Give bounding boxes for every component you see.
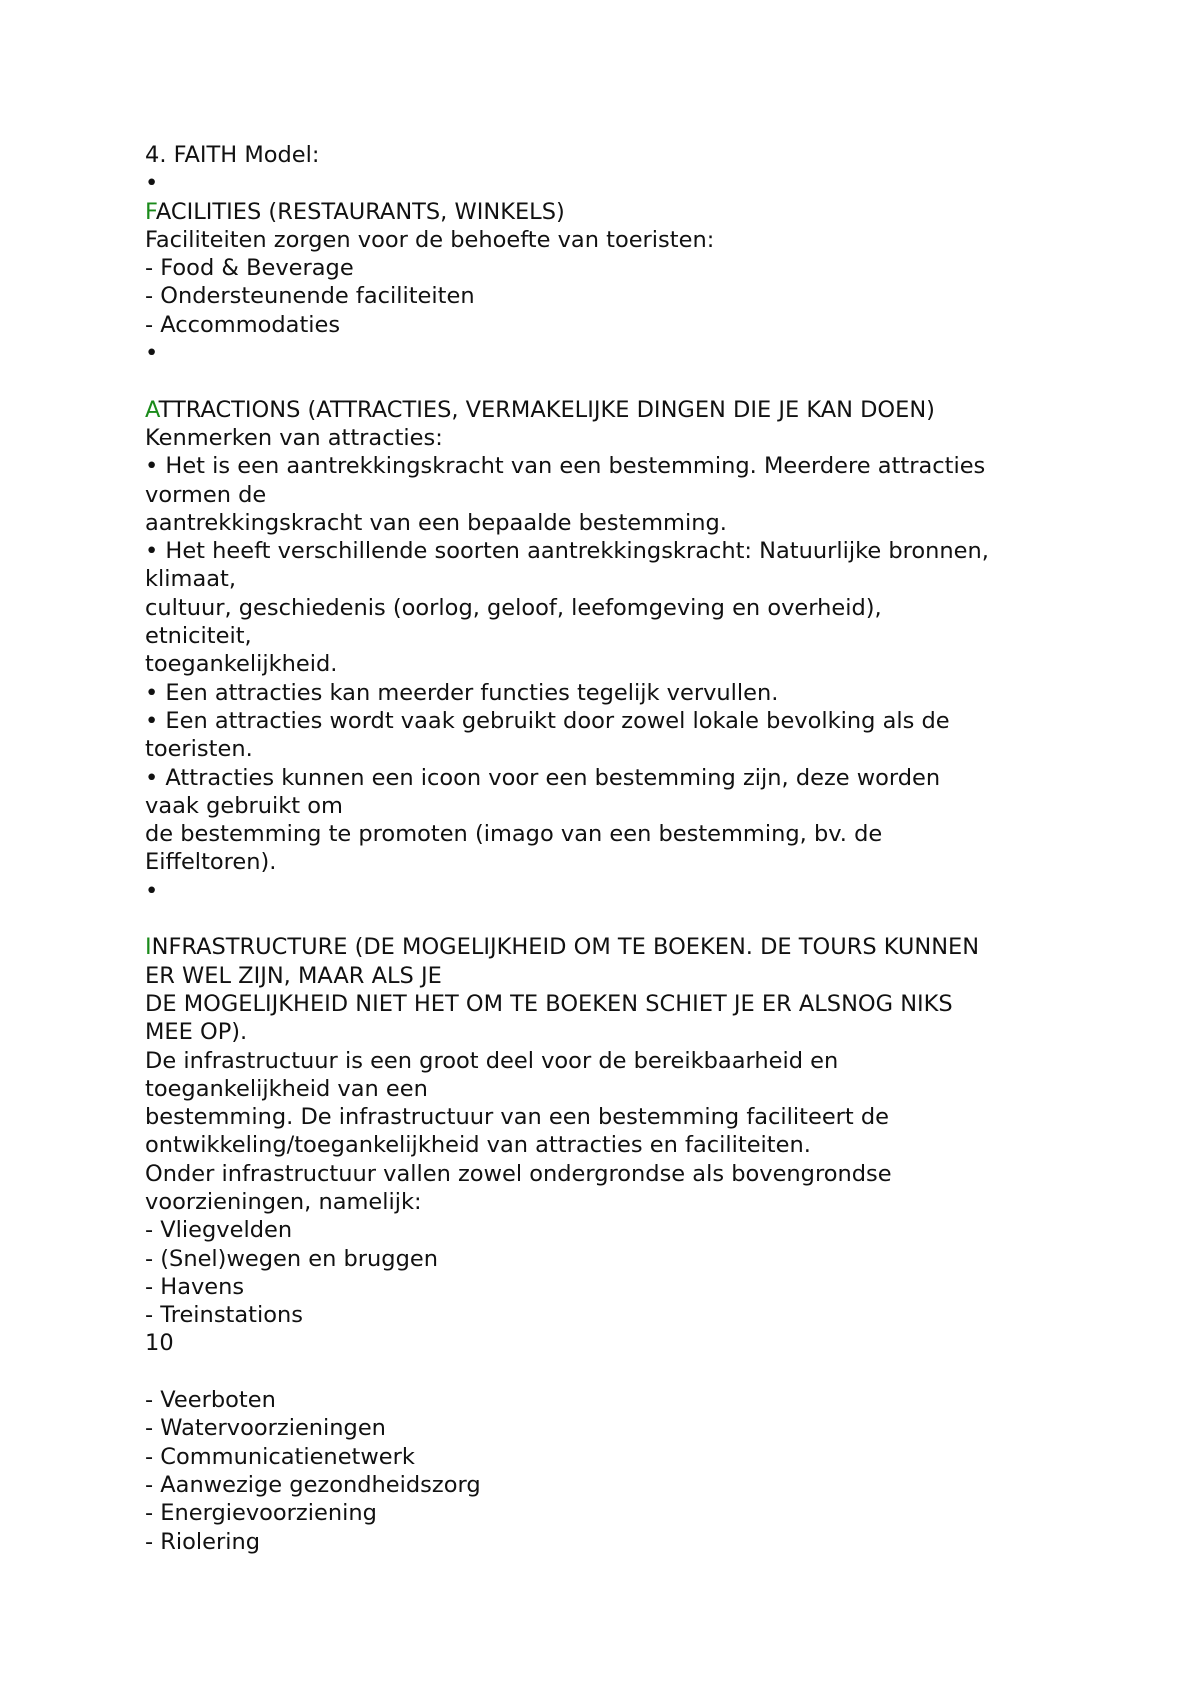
text-line: cultuur, geschiedenis (oorlog, geloof, leefomgeving en overheid), (145, 594, 882, 621)
text-line: aantrekkingskracht van een bepaalde bestemming. (145, 509, 727, 536)
bullet: • (145, 170, 159, 197)
heading-initial-letter: A (145, 396, 159, 423)
text-line: vaak gebruikt om (145, 792, 343, 819)
list-item: - Havens (145, 1273, 245, 1300)
text-line: Kenmerken van attracties: (145, 424, 443, 451)
section-title: 4. FAITH Model: (145, 142, 320, 168)
text-line: DE MOGELIJKHEID NIET HET OM TE BOEKEN SCHIET JE ER ALSNOG NIKS (145, 990, 953, 1017)
text-line: ontwikkeling/toegankelijkheid van attracties en faciliteiten. (145, 1132, 811, 1159)
text-line: voorzieningen, namelijk: (145, 1188, 422, 1215)
text-line: toegankelijkheid. (145, 651, 338, 678)
list-item: - Riolering (145, 1528, 261, 1555)
blank-line (145, 1358, 1085, 1386)
text-line: • Een attracties kan meerder functies tegelijk vervullen. (145, 679, 779, 706)
list-item: - Treinstations (145, 1302, 303, 1329)
heading-initial-letter: I (145, 934, 152, 961)
text-line: • Het is een aantrekkingskracht van een bestemming. Meerdere attracties (145, 453, 986, 480)
text-line: Faciliteiten zorgen voor de behoefte van toeristen: (145, 226, 715, 253)
list-item: - Food & Beverage (145, 255, 354, 282)
text-line: bestemming. De infrastructuur van een bestemming faciliteert de (145, 1104, 890, 1131)
list-item: - (Snel)wegen en bruggen (145, 1245, 438, 1272)
bullet: • (145, 340, 159, 367)
infrastructure-heading: INFRASTRUCTURE (DE MOGELIJKHEID OM TE BOEKEN. DE TOURS KUNNEN (145, 934, 980, 961)
text-line: ER WEL ZIJN, MAAR ALS JE (145, 962, 442, 989)
heading-initial-letter: F (145, 198, 156, 225)
text-line: etniciteit, (145, 623, 252, 650)
list-item: - Energievoorziening (145, 1500, 377, 1527)
attractions-heading: ATTRACTIONS (ATTRACTIES, VERMAKELIJKE DINGEN DIE JE KAN DOEN) (145, 396, 935, 423)
text-line: MEE OP). (145, 1019, 248, 1046)
list-item: - Accommodaties (145, 311, 341, 338)
text-line: • Een attracties wordt vaak gebruikt door zowel lokale bevolking als de (145, 707, 950, 734)
text-line: vormen de (145, 481, 267, 508)
blank-line (145, 905, 1085, 933)
text-line: toeristen. (145, 736, 253, 763)
bullet: • (145, 877, 159, 904)
text-line: • Attracties kunnen een icoon voor een bestemming zijn, deze worden (145, 764, 941, 791)
list-item: - Ondersteunende faciliteiten (145, 283, 475, 310)
list-item: - Communicatienetwerk (145, 1443, 415, 1470)
list-item: - Aanwezige gezondheidszorg (145, 1471, 481, 1498)
text-line: klimaat, (145, 566, 236, 593)
text-line: Eiffeltoren). (145, 849, 277, 876)
text-line: De infrastructuur is een groot deel voor de bereikbaarheid en (145, 1047, 839, 1074)
text-line: de bestemming te promoten (imago van een bestemming, bv. de (145, 821, 883, 848)
list-item: - Veerboten (145, 1387, 276, 1414)
text-line: toegankelijkheid van een (145, 1075, 428, 1102)
text-line: • Het heeft verschillende soorten aantrekkingskracht: Natuurlijke bronnen, (145, 538, 989, 565)
blank-line (145, 367, 1085, 395)
list-item: - Vliegvelden (145, 1217, 293, 1244)
page-number: 10 (145, 1330, 174, 1357)
facilities-heading: FACILITIES (RESTAURANTS, WINKELS) (145, 198, 565, 225)
document-body (145, 141, 1085, 1556)
list-item: - Watervoorzieningen (145, 1415, 386, 1442)
text-line: Onder infrastructuur vallen zowel ondergrondse als bovengrondse (145, 1160, 892, 1187)
